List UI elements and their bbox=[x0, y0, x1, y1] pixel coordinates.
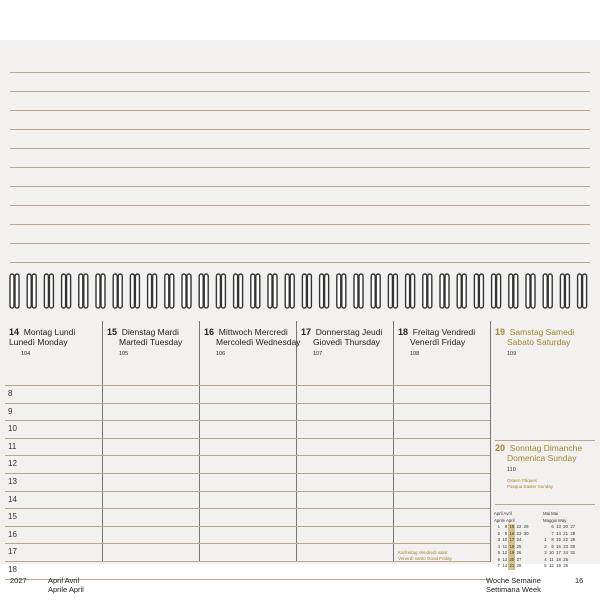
calendar-day: 1 bbox=[544, 537, 547, 542]
hour-line bbox=[5, 526, 490, 527]
hour-line bbox=[5, 491, 490, 492]
spiral-ring bbox=[182, 274, 191, 308]
spiral-ring bbox=[285, 274, 294, 308]
calendar-day: 26 bbox=[516, 550, 522, 555]
calendar-day: 18 bbox=[509, 543, 515, 549]
calendar-day: 4 bbox=[544, 556, 547, 562]
calendar-day: 16 bbox=[556, 543, 561, 549]
calendar-day: 12 bbox=[548, 563, 554, 568]
hour-label: 15 bbox=[8, 512, 17, 522]
calendar-day: 17 bbox=[556, 550, 561, 555]
spiral-ring bbox=[354, 274, 363, 308]
calendar-day: 30 bbox=[570, 543, 576, 549]
note-line bbox=[10, 91, 590, 92]
spiral-ring bbox=[492, 274, 501, 308]
calendar-day: 6 bbox=[551, 524, 554, 529]
hour-line bbox=[5, 455, 490, 456]
calendar-day: 29 bbox=[523, 524, 529, 529]
spiral-ring bbox=[388, 274, 397, 308]
calendar-day: 22 bbox=[563, 537, 569, 542]
calendar-day: 9 bbox=[551, 543, 554, 549]
note-line bbox=[10, 224, 590, 225]
spiral-ring bbox=[234, 274, 243, 308]
calendar-day: 13 bbox=[502, 556, 508, 562]
spiral-ring bbox=[148, 274, 157, 308]
spiral-ring bbox=[302, 274, 311, 308]
hour-line bbox=[5, 385, 490, 386]
calendar-day bbox=[569, 563, 576, 570]
calendar-day: 7 bbox=[551, 530, 554, 536]
day-header: 14 Montag Lundi Lunedì Monday 104 bbox=[9, 327, 76, 357]
spiral-ring bbox=[320, 274, 329, 308]
calendar-day: 11 bbox=[502, 543, 508, 549]
hour-line bbox=[5, 473, 490, 474]
calendar-day: 13 bbox=[556, 524, 561, 529]
day-header: 15 Dienstag Mardi Martedì Tuesday 105 bbox=[107, 327, 183, 357]
spiral-ring bbox=[27, 274, 36, 308]
calendar-day: 12 bbox=[502, 550, 508, 555]
calendar-day: 3 bbox=[544, 550, 547, 555]
calendar-day: 21 bbox=[563, 530, 569, 536]
spiral-ring bbox=[457, 274, 466, 308]
calendar-day: 19 bbox=[509, 550, 515, 555]
hour-line bbox=[5, 438, 490, 439]
spiral-ring bbox=[337, 274, 346, 308]
footer-year: 2027 bbox=[10, 576, 27, 585]
spiral-ring bbox=[216, 274, 225, 308]
week-grid bbox=[5, 321, 595, 574]
calendar-day: 23 bbox=[563, 543, 569, 549]
calendar-day: 11 bbox=[549, 556, 554, 562]
hour-line bbox=[5, 403, 490, 404]
calendar-day: 14 bbox=[502, 563, 508, 568]
calendar-day: 27 bbox=[516, 556, 522, 562]
calendar-day: 22 bbox=[516, 524, 522, 529]
spiral-ring bbox=[406, 274, 415, 308]
hour-label: 16 bbox=[8, 529, 17, 539]
note-line bbox=[10, 205, 590, 206]
note-line bbox=[10, 243, 590, 244]
calendar-day: 20 bbox=[509, 556, 515, 562]
spiral-ring bbox=[560, 274, 569, 308]
spiral-ring bbox=[423, 274, 432, 308]
calendar-day: 24 bbox=[563, 550, 569, 555]
calendar-day: 19 bbox=[556, 563, 561, 568]
mini-calendar-april: April Avril Aprile April 1 8 15 22 29 2 9 16 23 30 3 10 17 24 4 11 18 25 5 12 19 26 6 13 20 27 7 14 21 28 bbox=[494, 511, 529, 568]
calendar-day: 2 bbox=[544, 543, 547, 549]
calendar-day: 29 bbox=[570, 537, 576, 542]
saturday-header[interactable]: 19 Samstag Samedi Sabato Saturday 109 bbox=[495, 327, 575, 357]
calendar-day: 21 bbox=[509, 563, 515, 568]
note-line bbox=[10, 129, 590, 130]
spiral-ring bbox=[268, 274, 277, 308]
hour-label: 12 bbox=[8, 459, 17, 469]
footer-week-label: Woche Semaine Settimana Week bbox=[486, 576, 541, 594]
footer-month: April Avril Aprile April bbox=[48, 576, 84, 594]
hour-label: 18 bbox=[8, 565, 17, 574]
spiral-ring bbox=[165, 274, 174, 308]
note-line bbox=[10, 110, 590, 111]
spiral-ring bbox=[526, 274, 535, 308]
note-line bbox=[10, 148, 590, 149]
calendar-day: 17 bbox=[509, 537, 515, 542]
notes-lines bbox=[10, 72, 590, 281]
hour-line bbox=[5, 561, 490, 562]
planner-page bbox=[0, 40, 600, 594]
easter-note: Ostern Pâques Pasqua Easter Sunday bbox=[507, 478, 554, 489]
hour-label: 13 bbox=[8, 477, 17, 486]
calendar-day: 27 bbox=[570, 524, 576, 529]
note-line bbox=[10, 186, 590, 187]
calendar-day: 28 bbox=[516, 563, 522, 568]
calendar-day: 15 bbox=[556, 537, 561, 542]
calendar-day: 20 bbox=[563, 524, 569, 529]
spiral-ring bbox=[113, 274, 122, 308]
calendar-day: 26 bbox=[563, 563, 569, 568]
calendar-day: 10 bbox=[502, 537, 508, 542]
calendar-day: 6 bbox=[497, 556, 500, 562]
calendar-day: 2 bbox=[497, 530, 500, 536]
footer-week-number: 16 bbox=[575, 576, 584, 585]
spiral-ring bbox=[96, 274, 105, 308]
spiral-ring bbox=[199, 274, 208, 308]
calendar-day: 28 bbox=[570, 530, 576, 536]
note-line bbox=[10, 167, 590, 168]
calendar-day: 9 bbox=[504, 530, 508, 536]
spiral-binding bbox=[6, 273, 596, 309]
hour-label: 14 bbox=[8, 494, 17, 504]
calendar-day: 4 bbox=[497, 543, 500, 549]
calendar-day: 16 bbox=[509, 530, 515, 536]
good-friday-note: Karfreitag Vendredi saint Venerdì santo Good Friday bbox=[398, 550, 452, 561]
spiral-ring bbox=[509, 274, 518, 308]
hour-label: 8 bbox=[8, 389, 13, 398]
weekend-divider bbox=[495, 504, 595, 505]
calendar-day: 5 bbox=[544, 563, 547, 568]
calendar-day: 31 bbox=[570, 550, 576, 555]
note-line bbox=[10, 262, 590, 263]
calendar-day: 18 bbox=[556, 556, 561, 562]
spiral-ring bbox=[543, 274, 552, 308]
day-header: 17 Donnerstag Jeudi Giovedì Thursday 107 bbox=[301, 327, 383, 357]
calendar-day: 8 bbox=[504, 524, 508, 529]
hour-label: 9 bbox=[8, 406, 13, 416]
hour-label: 11 bbox=[8, 441, 17, 451]
spiral-ring bbox=[10, 274, 19, 308]
hour-line bbox=[5, 543, 490, 544]
calendar-day: 8 bbox=[551, 537, 554, 542]
sunday-header[interactable]: 20 Sonntag Dimanche Domenica Sunday 110 bbox=[495, 443, 583, 473]
hour-line bbox=[5, 508, 490, 509]
hour-line bbox=[5, 420, 490, 421]
calendar-day: 25 bbox=[516, 543, 522, 549]
spiral-ring bbox=[44, 274, 53, 308]
calendar-day bbox=[523, 563, 530, 570]
spiral-ring bbox=[474, 274, 483, 308]
day-header: 16 Mittwoch Mercredi Mercoledì Wednesday 106 bbox=[204, 327, 301, 357]
calendar-day: 24 bbox=[516, 537, 522, 542]
calendar-day: 3 bbox=[497, 537, 500, 542]
spiral-ring bbox=[79, 274, 88, 308]
spiral-ring bbox=[440, 274, 449, 308]
calendar-day: 5 bbox=[497, 550, 500, 555]
calendar-day: 23 bbox=[516, 530, 522, 536]
spiral-ring bbox=[371, 274, 380, 308]
calendar-day: 1 bbox=[497, 524, 500, 529]
weekend-divider bbox=[495, 440, 595, 441]
calendar-day: 30 bbox=[523, 530, 529, 536]
calendar-day: 7 bbox=[497, 563, 500, 568]
mini-calendar-may: Mai Mai Maggio May 6 13 20 27 7 14 21 28 1 8 15 22 29 2 9 16 23 30 3 10 17 24 31 4 11 18 25 5 12 19 26 bbox=[543, 511, 576, 568]
calendar-day: 15 bbox=[509, 524, 515, 529]
hour-label: 17 bbox=[8, 547, 17, 557]
spiral-ring bbox=[251, 274, 260, 308]
calendar-day: 25 bbox=[563, 556, 569, 562]
calendar-day: 14 bbox=[556, 530, 561, 536]
day-header: 18 Freitag Vendredi Venerdì Friday 108 bbox=[398, 327, 476, 357]
calendar-day: 10 bbox=[548, 550, 554, 555]
hour-label: 10 bbox=[8, 424, 17, 434]
note-line bbox=[10, 72, 590, 73]
spiral-ring bbox=[62, 274, 71, 308]
weekend-column bbox=[491, 321, 595, 568]
spiral-ring bbox=[130, 274, 139, 308]
spiral-ring bbox=[578, 274, 587, 308]
